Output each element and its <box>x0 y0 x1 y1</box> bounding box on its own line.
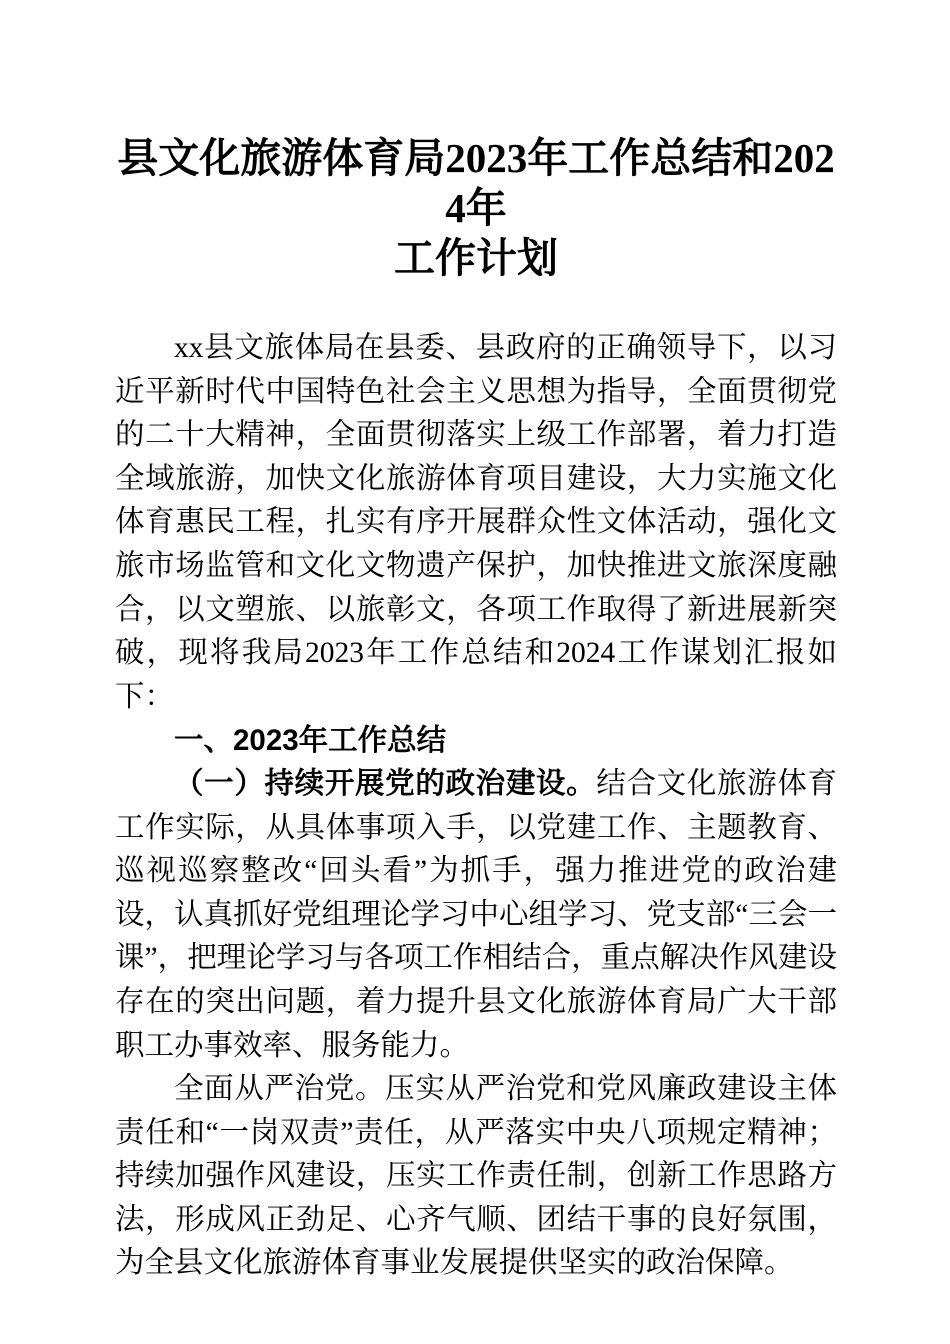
document-content <box>115 0 837 1286</box>
intro-paragraph: xx县文旅体局在县委、县政府的正确领导下，以习近平新时代中国特色社会主义思想为指导，全面贯彻党的二十大精神，全面贯彻落实上级工作部署，着力打造全域旅游，加快文化旅游体育项目建设，大力实施文化体育惠民工程，扎实有序开展群众性文体活动，强化文旅市场监管和文化文物遗产保护，加快推进文旅深度融合，以文塑旅、以旅彰文，各项工作取得了新进展新突破，现将我局2023年工作总结和2024工作谋划汇报如下： <box>115 332 837 713</box>
strict-governance-paragraph <box>115 1068 837 1286</box>
page-title <box>115 0 837 283</box>
subsection-1-1-paragraph <box>115 763 837 1068</box>
title-line-1: 县文化旅游体育局2023年工作总结和2024年 <box>117 135 835 231</box>
subsection-1-1-text: 结合文化旅游体育工作实际，从具体事项入手，以党建工作、主题教育、巡视巡察整改“回头看”为抓手，强力推进党的政治建设，认真抓好党组理论学习中心组学习、党支部“三会一课”，把理论学习与各项工作相结合，重点解决作风建设存在的突出问题，着力提升县文化旅游体育局广大干部职工办事效率、服务能力。 <box>115 767 837 1062</box>
title-line-2: 工作计划 <box>394 235 558 281</box>
body-region <box>115 283 837 1286</box>
subsection-1-1-lead: （一）持续开展党的政治建设。 <box>174 767 597 800</box>
section-heading-1: 一、2023年工作总结 <box>174 724 447 758</box>
strict-governance-text: 压实从严治党和党风廉政建设主体责任和“一岗双责”责任，从严落实中央八项规定精神；持续加强作风建设，压实工作责任制，创新工作思路方法，形成风正劲足、心齐气顺、团结干事的良好氛围，为全县文化旅游体育事业发展提供坚实的政治保障。 <box>115 1073 837 1280</box>
strict-governance-lead: 全面从严治党。 <box>174 1073 386 1106</box>
